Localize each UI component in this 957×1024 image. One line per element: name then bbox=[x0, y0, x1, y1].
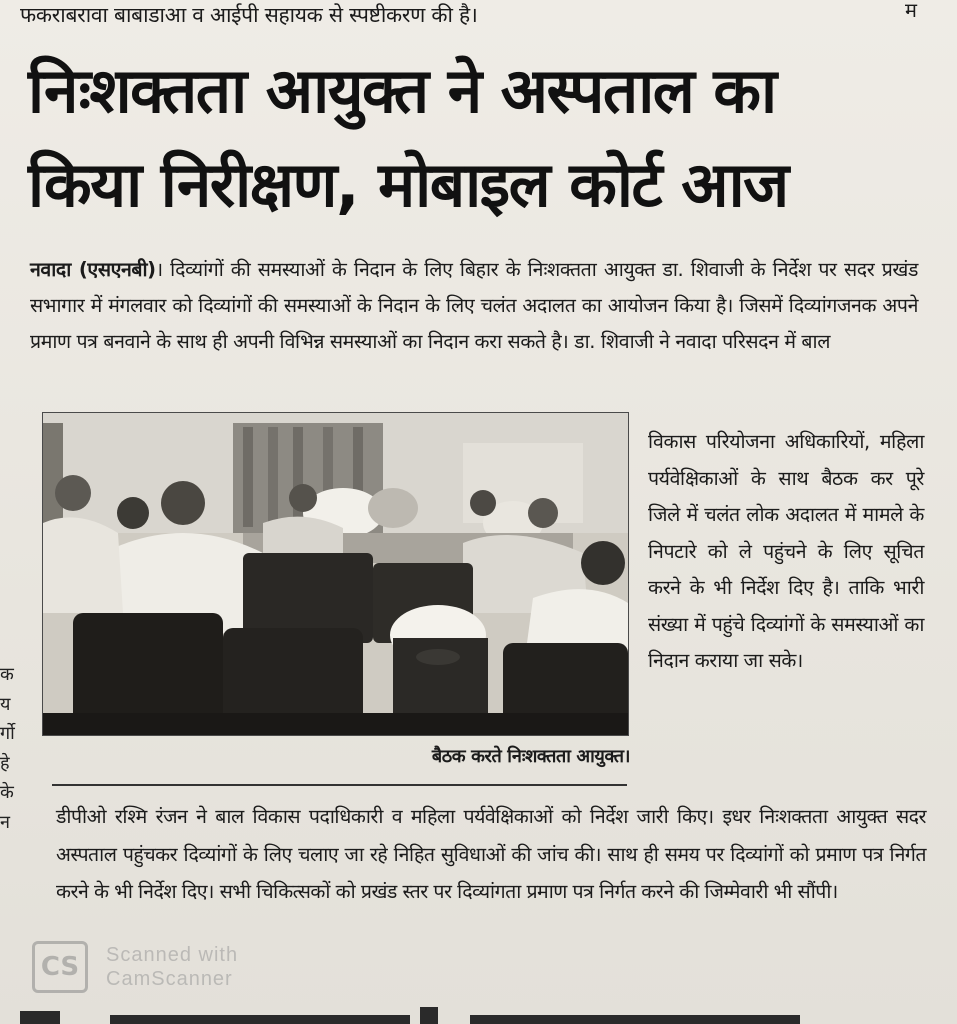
watermark-text bbox=[106, 943, 238, 991]
photo-caption: बैठक करते निःशक्तता आयुक्त। bbox=[431, 746, 630, 767]
left-fragment: क bbox=[0, 664, 14, 685]
next-article-glyphs bbox=[0, 1005, 957, 1024]
caption-rule bbox=[52, 784, 627, 786]
headline-line-1: निःशक्तता आयुक्त ने अस्पताल का bbox=[28, 54, 776, 127]
adjacent-column-fragments bbox=[0, 660, 20, 837]
left-fragment: के bbox=[0, 782, 14, 803]
previous-article-fragment: फकराबरावा बाबाडाआ व आईपी सहायक से स्पष्टीकरण की है। bbox=[20, 3, 478, 27]
meeting-photo-image bbox=[43, 413, 628, 735]
left-fragment: य bbox=[0, 693, 11, 715]
left-fragment: हे bbox=[0, 752, 10, 774]
top-right-fragment: म bbox=[905, 0, 917, 22]
right-column-paragraph: विकास परियोजना अधिकारियों, महिला पर्यवेक्षिकाओं के साथ बैठक कर पूरे जिले में चलंत लोक अदालत में मामले के निपटारे को ले पहुंचने के लिए सूचित करने के भी निर्देश दिए है। ताकि भारी संख्या में पहुंचे दिव्यांगों के समस्याओं का निदान कराया जा सके। bbox=[648, 430, 924, 672]
camscanner-watermark bbox=[32, 941, 292, 1001]
right-column-text bbox=[648, 424, 924, 680]
next-article-fragment bbox=[0, 1005, 957, 1024]
bottom-paragraph: डीपीओ रश्मि रंजन ने बाल विकास पदाधिकारी व महिला पर्यवेक्षिकाओं को निर्देश जारी किए। इधर निःशक्तता आयुक्त सदर अस्पताल पहुंचकर दिव्यांगों के लिए चलाए जा रहे निहित सुविधाओं की जांच की। साथ ही समय पर दिव्यांगों को प्रमाण पत्र निर्गत करने के भी निर्देश दिए। सभी चिकित्सकों को प्रखंड स्तर पर दिव्यांगता प्रमाण पत्र निर्गत करने की जिम्मेवारी भी सौंपी। bbox=[56, 805, 926, 903]
watermark-line-1: Scanned with bbox=[106, 944, 239, 966]
dateline: नवादा (एसएनबी) bbox=[30, 258, 156, 281]
lead-text: । दिव्यांगों की समस्याओं के निदान के लिए बिहार के निःशक्तता आयुक्त डा. शिवाजी के निर्देश पर सदर प्रखंड सभागार में मंगलवार को दिव्यांगों की समस्याओं के निदान के लिए चलंत अदालत का आयोजन किया है। जिसमें दिव्यांगजनक अपने प्रमाण पत्र बनवाने के साथ ही अपनी विभिन्न समस्याओं का निदान करा सकते है। डा. शिवाजी ने नवादा परिसदन में बाल bbox=[30, 258, 918, 353]
lead-paragraph bbox=[30, 252, 918, 360]
left-fragment: र्गो bbox=[0, 723, 15, 744]
left-fragment: न bbox=[0, 811, 10, 833]
headline-line-2: किया निरीक्षण, मोबाइल कोर्ट आज bbox=[28, 148, 788, 221]
meeting-photo bbox=[42, 412, 629, 736]
article-headline bbox=[28, 44, 928, 232]
watermark-line-2: CamScanner bbox=[106, 968, 233, 990]
camscanner-logo-icon: CS bbox=[32, 941, 88, 993]
